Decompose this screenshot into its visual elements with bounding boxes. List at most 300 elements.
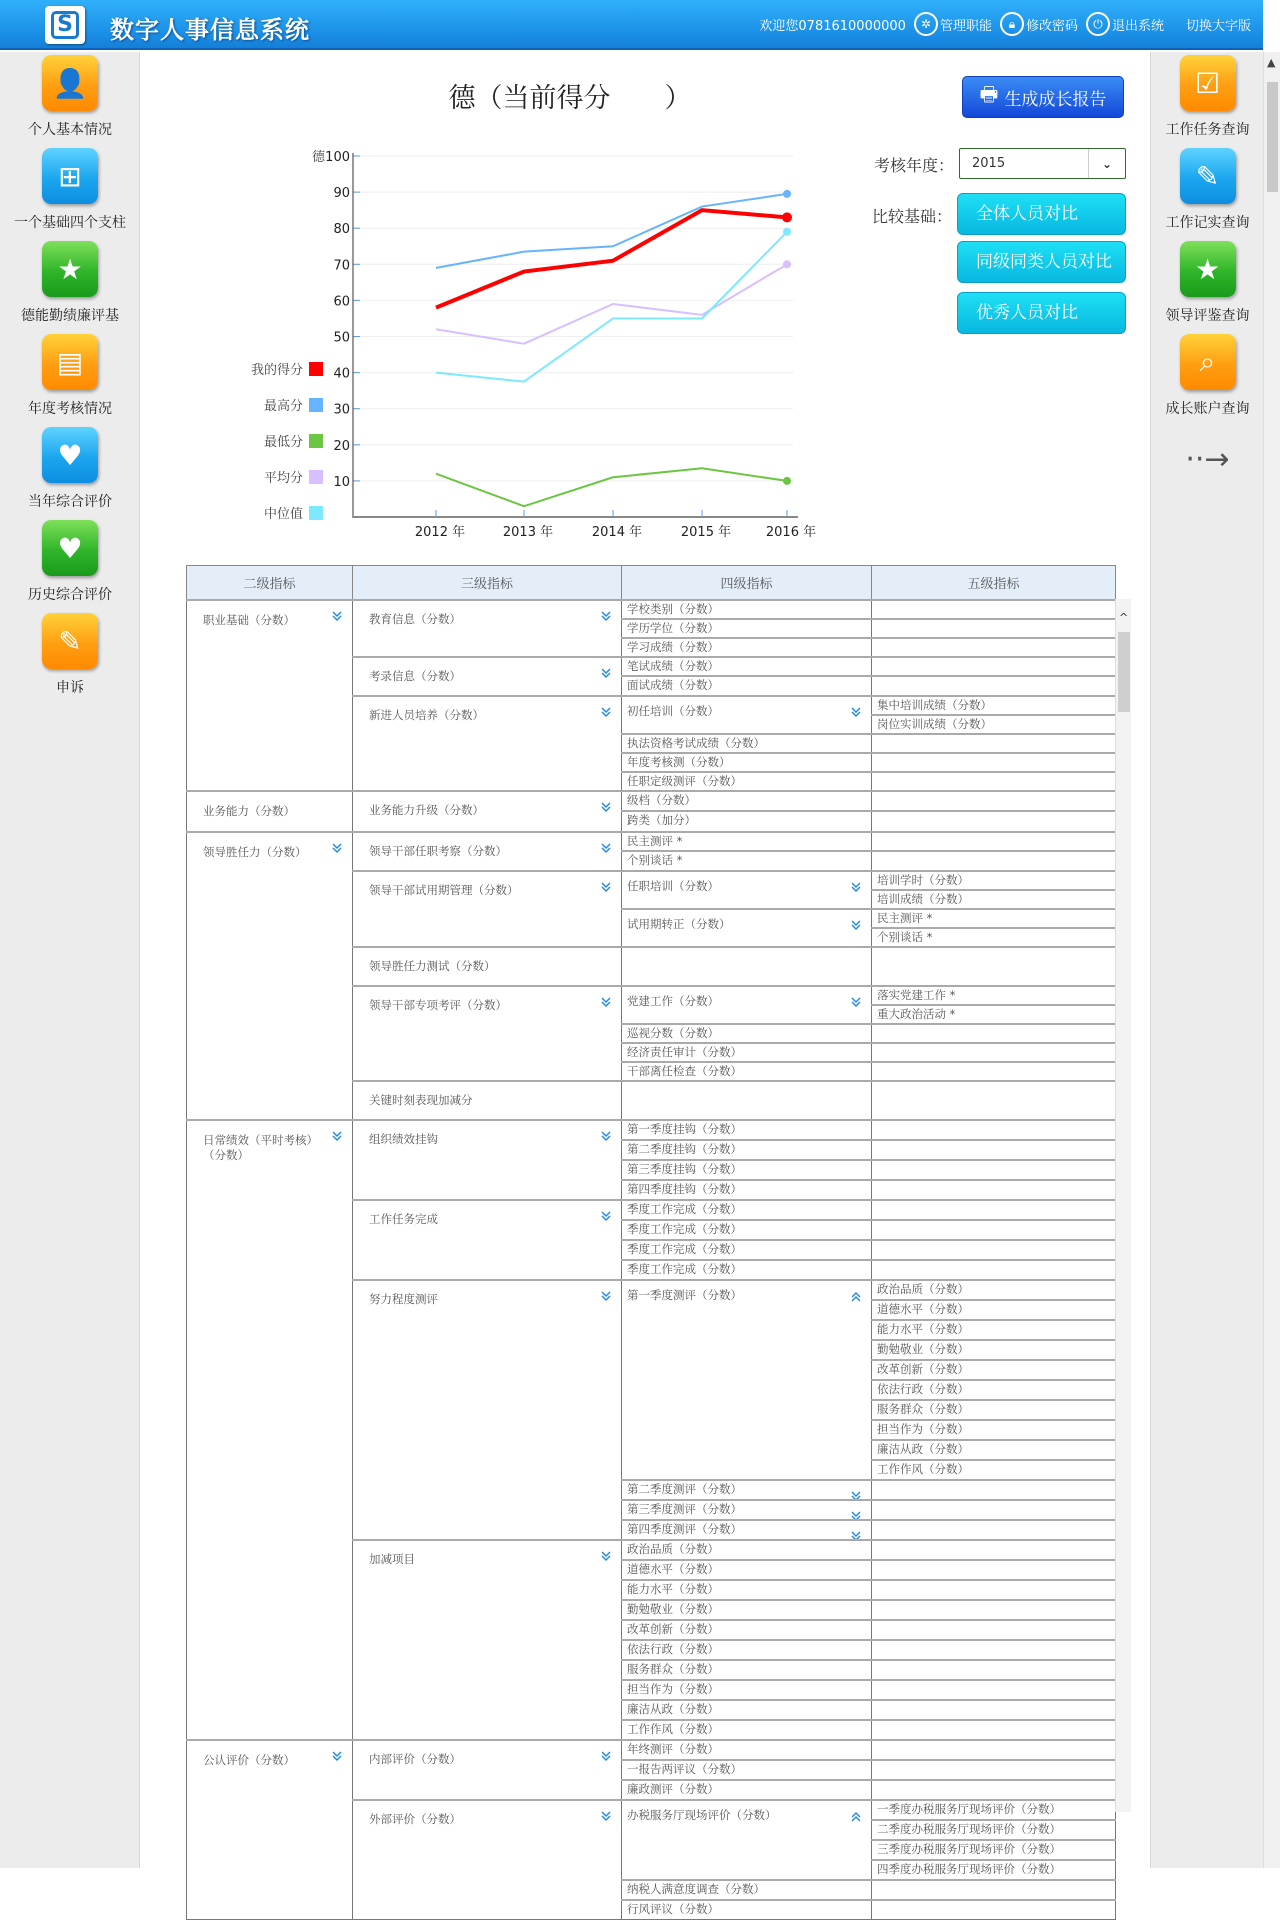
level4-cell[interactable] — [622, 696, 872, 734]
scroll-up-icon[interactable]: ▲ — [1267, 56, 1276, 69]
indicator-label: 试用期转正（分数） — [627, 916, 731, 931]
indicator-label: 政治品质（分数） — [877, 1281, 969, 1296]
double-chevron-down-icon[interactable] — [332, 843, 342, 854]
indicator-label: 民主测评 * — [627, 833, 683, 848]
double-chevron-down-icon[interactable] — [851, 707, 861, 718]
level4-cell — [622, 1700, 872, 1720]
indicator-label: 个别谈话 * — [627, 853, 683, 867]
table-scroll-thumb[interactable] — [1118, 632, 1130, 712]
nav-label: 一个基础四个支柱 — [14, 215, 126, 231]
indicator-label: 笔试成绩（分数） — [627, 658, 719, 673]
nav-icon: ☑ — [1180, 55, 1236, 111]
level4-cell — [622, 1062, 872, 1081]
table-row — [187, 832, 1116, 852]
double-chevron-down-icon[interactable] — [851, 1491, 861, 1500]
level5-cell — [872, 1440, 1116, 1460]
indicator-label: 初任培训（分数） — [627, 703, 719, 718]
scroll-up-icon[interactable]: ^ — [1119, 611, 1129, 624]
indicator-label: 改革创新（分数） — [877, 1361, 969, 1376]
empty-cell — [872, 657, 1116, 677]
compare-excellent-button[interactable]: 优秀人员对比 — [957, 292, 1126, 334]
nav-icon: ⊞ — [42, 148, 98, 204]
table-row — [187, 600, 1116, 619]
indicator-label: 培训学时（分数） — [877, 872, 969, 887]
double-chevron-down-icon[interactable] — [601, 1131, 611, 1142]
level4-cell — [622, 1760, 872, 1780]
level5-cell — [872, 1800, 1116, 1820]
level4-cell — [622, 1640, 872, 1660]
double-chevron-down-icon[interactable] — [601, 997, 611, 1008]
nav-icon: 👤 — [42, 55, 98, 111]
double-chevron-down-icon[interactable] — [601, 1211, 611, 1222]
manage-functions-link[interactable] — [914, 12, 992, 36]
indicator-label: 民主测评 * — [877, 910, 933, 925]
chevron-down-icon[interactable]: ⌄ — [1088, 149, 1125, 178]
level2-cell — [187, 791, 353, 832]
level4-cell — [622, 1120, 872, 1140]
double-chevron-down-icon[interactable] — [601, 1751, 611, 1762]
nav-icon: ✎ — [1180, 148, 1236, 204]
indicator-label: 业务能力升级（分数） — [369, 802, 484, 817]
table-scrollbar[interactable] — [1115, 599, 1131, 1812]
legend-swatch — [309, 470, 323, 484]
level4-cell[interactable] — [622, 871, 872, 909]
indicator-label: 学习成绩（分数） — [627, 639, 719, 654]
double-chevron-down-icon[interactable] — [332, 611, 342, 622]
indicator-label: 巡视分数（分数） — [627, 1025, 719, 1040]
welcome-text: 欢迎您0781610000000 — [759, 18, 906, 34]
level4-cell[interactable] — [622, 909, 872, 947]
y-tick-label: 10 — [333, 474, 350, 490]
logout-label: 退出系统 — [1111, 18, 1164, 34]
indicator-label: 执法资格考试成绩（分数） — [627, 735, 765, 750]
nav-item-4[interactable] — [0, 334, 140, 418]
indicator-label: 业务能力（分数） — [203, 803, 295, 818]
indicator-label: 领导干部任职考察（分数） — [369, 843, 507, 858]
level4-cell[interactable] — [622, 1520, 872, 1540]
app-title: 数字人事信息系统 — [110, 16, 310, 44]
y-tick-label: 20 — [333, 438, 350, 454]
empty-cell — [872, 791, 1116, 812]
indicator-label: 第四季度测评（分数） — [627, 1521, 742, 1536]
double-chevron-down-icon[interactable] — [601, 882, 611, 893]
indicator-label: 年度考核测（分数） — [627, 754, 731, 769]
empty-cell — [872, 1024, 1116, 1043]
nav-item-2[interactable] — [1151, 148, 1264, 232]
level5-cell — [872, 1280, 1116, 1300]
indicator-label: 行风评议（分数） — [627, 1901, 719, 1916]
legend-label: 平均分 — [263, 471, 303, 486]
nav-item-3[interactable] — [1151, 241, 1264, 325]
indicator-label: 办税服务厅现场评价（分数） — [627, 1807, 777, 1822]
level3-cell[interactable] — [353, 1540, 622, 1740]
column-header: 四级指标 — [622, 566, 872, 600]
y-tick-label: 100 — [325, 150, 350, 165]
level4-cell — [622, 1620, 872, 1640]
nav-icon: ▤ — [42, 334, 98, 390]
empty-cell — [872, 1180, 1116, 1200]
empty-cell — [872, 1740, 1116, 1760]
empty-cell — [872, 1700, 1116, 1720]
left-sidebar — [0, 52, 140, 1868]
indicator-label: 季度工作完成（分数） — [627, 1201, 742, 1216]
series-end-point — [783, 228, 791, 236]
level4-cell — [622, 1680, 872, 1700]
empty-cell — [872, 734, 1116, 753]
level4-cell[interactable] — [622, 1280, 872, 1480]
indicator-label: 关键时刻表现加减分 — [369, 1092, 473, 1107]
indicator-label: 廉洁从政（分数） — [627, 1701, 719, 1716]
level4-cell — [622, 772, 872, 791]
indicator-label: 工作作风（分数） — [627, 1721, 719, 1736]
compare-label: 比较基础： — [872, 207, 953, 226]
level3-cell[interactable] — [353, 696, 622, 791]
indicator-label: 领导胜任力（分数） — [203, 844, 307, 859]
empty-cell — [872, 1120, 1116, 1140]
level3-cell[interactable] — [353, 600, 622, 657]
nav-item-3[interactable] — [0, 241, 140, 325]
indicator-label: 任职定级测评（分数） — [627, 773, 742, 788]
nav-icon: ★ — [1180, 241, 1236, 297]
level5-cell — [872, 696, 1116, 715]
app-logo — [45, 6, 85, 44]
indicator-label: 依法行政（分数） — [627, 1641, 719, 1656]
nav-label: 领导评鉴查询 — [1165, 308, 1250, 324]
x-tick-label: 2012 年 — [414, 525, 466, 540]
x-tick-label: 2016 年 — [765, 525, 817, 540]
generate-report-button[interactable] — [962, 76, 1124, 118]
table-row — [187, 1120, 1116, 1140]
lock-icon: 🔒︎ — [1000, 12, 1024, 36]
empty-cell — [872, 1780, 1116, 1800]
double-chevron-down-icon[interactable] — [601, 707, 611, 718]
nav-item-5[interactable] — [0, 427, 140, 511]
indicator-label: 勤勉敬业（分数） — [627, 1601, 719, 1616]
generate-report-label: 生成成长报告 — [1004, 89, 1107, 110]
series-end-point — [783, 260, 791, 268]
indicator-label: 政治品质（分数） — [627, 1541, 719, 1556]
level4-cell[interactable] — [622, 1480, 872, 1500]
nav-item-4[interactable] — [1151, 334, 1264, 418]
nav-icon: ⌕ — [1180, 334, 1236, 390]
level3-cell[interactable] — [353, 1200, 622, 1280]
level4-cell — [622, 619, 872, 638]
level4-cell — [622, 832, 872, 852]
y-tick-label: 60 — [333, 294, 350, 310]
table-row — [187, 1740, 1116, 1760]
logo-letter: S — [51, 11, 79, 39]
compare-peer-button[interactable]: 同级同类人员对比 — [957, 241, 1126, 283]
level4-cell — [622, 1024, 872, 1043]
nav-item-2[interactable] — [0, 148, 140, 232]
double-chevron-down-icon[interactable] — [601, 611, 611, 622]
nav-item-1[interactable] — [0, 55, 140, 139]
double-chevron-down-icon[interactable] — [601, 668, 611, 679]
empty-cell — [872, 947, 1116, 986]
level3-cell[interactable] — [353, 1740, 622, 1800]
series-line-2 — [436, 194, 787, 268]
indicator-label: 教育信息（分数） — [369, 611, 461, 626]
level4-cell — [622, 600, 872, 619]
nav-label: 当年综合评价 — [28, 494, 112, 510]
nav-label: 工作记实查询 — [1165, 215, 1250, 231]
page-scrollbar[interactable] — [1263, 52, 1280, 1868]
indicator-label: 经济责任审计（分数） — [627, 1044, 742, 1059]
indicator-label: 工作作风（分数） — [877, 1461, 969, 1476]
indicator-label: 任职培训（分数） — [627, 878, 719, 893]
nav-item-1[interactable] — [1151, 55, 1264, 139]
scroll-thumb[interactable] — [1267, 82, 1278, 192]
double-chevron-down-icon[interactable] — [601, 1291, 611, 1302]
double-chevron-down-icon[interactable] — [851, 920, 861, 931]
level3-cell[interactable] — [353, 986, 622, 1081]
gear-icon: ✲ — [914, 12, 938, 36]
indicator-label: 担当作为（分数） — [627, 1681, 719, 1696]
double-chevron-up-icon[interactable] — [851, 1291, 861, 1302]
series-line-3 — [436, 468, 787, 506]
indicator-label: 第三季度挂钩（分数） — [627, 1161, 742, 1176]
series-end-point — [783, 190, 791, 198]
indicator-label: 季度工作完成（分数） — [627, 1261, 742, 1276]
indicator-label: 勤勉敬业（分数） — [877, 1341, 969, 1356]
indicator-label: 内部评价（分数） — [369, 1751, 461, 1766]
indicator-label: 领导干部试用期管理（分数） — [369, 882, 519, 897]
empty-cell — [872, 1140, 1116, 1160]
empty-cell — [872, 1520, 1116, 1540]
empty-cell — [872, 1200, 1116, 1220]
level4-cell — [622, 1140, 872, 1160]
empty-cell — [872, 1220, 1116, 1240]
level4-cell — [622, 657, 872, 677]
level5-cell — [872, 715, 1116, 734]
printer-icon: 🖶 — [979, 82, 999, 106]
indicator-label: 第一季度测评（分数） — [627, 1287, 742, 1302]
empty-cell — [872, 753, 1116, 772]
empty-cell — [622, 947, 872, 986]
indicator-label: 加减项目 — [369, 1551, 415, 1566]
nav-icon: ♥ — [42, 520, 98, 576]
column-header: 三级指标 — [353, 566, 622, 600]
nav-icon: ♥ — [42, 427, 98, 483]
nav-label: 历史综合评价 — [28, 587, 112, 603]
indicator-label: 面试成绩（分数） — [627, 678, 719, 692]
level4-cell — [622, 1220, 872, 1240]
indicator-label: 服务群众（分数） — [627, 1661, 719, 1676]
indicator-label: 外部评价（分数） — [369, 1811, 461, 1826]
double-chevron-down-icon[interactable] — [851, 1531, 861, 1540]
indicator-label: 廉政测评（分数） — [627, 1781, 719, 1796]
level2-cell[interactable] — [187, 1740, 353, 1920]
nav-item-7[interactable] — [0, 613, 140, 697]
power-icon: ⏻ — [1086, 12, 1110, 36]
empty-cell — [872, 600, 1116, 619]
indicator-label: 纳税人满意度调查（分数） — [627, 1881, 765, 1896]
empty-cell — [872, 1500, 1116, 1520]
empty-cell — [872, 619, 1116, 638]
empty-cell — [872, 1480, 1116, 1500]
score-line-chart — [240, 140, 840, 540]
app-header — [0, 0, 1263, 50]
double-chevron-down-icon[interactable] — [601, 802, 611, 813]
large-font-link[interactable]: 切换大字版 — [1185, 18, 1251, 34]
level5-cell — [872, 1340, 1116, 1360]
empty-cell — [872, 1081, 1116, 1120]
empty-cell — [872, 832, 1116, 852]
level3-cell[interactable] — [353, 657, 622, 696]
column-header: 二级指标 — [187, 566, 353, 600]
indicator-label: 新进人员培养（分数） — [369, 707, 484, 722]
y-axis-label: 德 — [312, 150, 326, 165]
empty-cell — [872, 772, 1116, 791]
indicator-label: 学历学位（分数） — [627, 620, 719, 635]
level3-cell[interactable] — [353, 1280, 622, 1540]
level4-cell — [622, 1180, 872, 1200]
level5-cell — [872, 928, 1116, 947]
indicator-label: 重大政治活动 * — [877, 1006, 956, 1021]
legend-label: 我的得分 — [250, 363, 303, 378]
indicator-label: 公认评价（分数） — [203, 1752, 295, 1767]
level3-cell[interactable] — [353, 871, 622, 947]
double-chevron-down-icon[interactable] — [332, 1751, 342, 1762]
nav-label: 成长账户查询 — [1165, 401, 1250, 417]
double-chevron-down-icon[interactable] — [601, 843, 611, 854]
level4-cell — [622, 676, 872, 696]
level4-cell — [622, 1260, 872, 1280]
level4-cell — [622, 811, 872, 832]
level4-cell[interactable] — [622, 986, 872, 1024]
level5-cell — [872, 1320, 1116, 1340]
series-end-point — [782, 212, 792, 222]
level4-cell — [622, 1560, 872, 1580]
indicator-label: 季度工作完成（分数） — [627, 1241, 742, 1256]
indicator-label: 第二季度测评（分数） — [627, 1481, 742, 1496]
more-arrow-icon[interactable]: ··→ — [1185, 442, 1230, 477]
empty-cell — [872, 1160, 1116, 1180]
change-password-link[interactable] — [1000, 12, 1078, 36]
double-chevron-down-icon[interactable] — [601, 1551, 611, 1562]
empty-cell — [872, 638, 1116, 657]
level4-cell — [622, 1740, 872, 1760]
level5-cell — [872, 1380, 1116, 1400]
change-password-label: 修改密码 — [1025, 18, 1078, 34]
indicator-label: 三季度办税服务厅现场评价（分数） — [877, 1841, 1061, 1856]
empty-cell — [872, 1260, 1116, 1280]
level2-cell[interactable] — [187, 600, 353, 791]
y-tick-label: 40 — [333, 366, 350, 382]
manage-functions-label: 管理职能 — [939, 18, 992, 34]
indicator-label: 培训成绩（分数） — [877, 891, 969, 906]
level2-cell[interactable] — [187, 1120, 353, 1740]
indicator-label: 第三季度测评（分数） — [627, 1501, 742, 1516]
level3-cell[interactable] — [353, 832, 622, 871]
level5-cell — [872, 1460, 1116, 1480]
level2-cell[interactable] — [187, 832, 353, 1120]
level4-cell[interactable] — [622, 1500, 872, 1520]
level4-cell — [622, 791, 872, 812]
page-title: 德（当前得分 ） — [448, 83, 692, 114]
double-chevron-down-icon[interactable] — [851, 997, 861, 1008]
column-header: 五级指标 — [872, 566, 1116, 600]
level3-cell[interactable] — [353, 1120, 622, 1200]
level4-cell — [622, 734, 872, 753]
indicator-label: 服务群众（分数） — [877, 1401, 969, 1416]
table-row — [187, 791, 1116, 812]
empty-cell — [872, 1720, 1116, 1740]
level4-cell — [622, 1160, 872, 1180]
indicator-label: 四季度办税服务厅现场评价（分数） — [877, 1861, 1061, 1876]
compare-all-button[interactable]: 全体人员对比 — [957, 193, 1126, 235]
indicator-label: 能力水平（分数） — [627, 1581, 719, 1596]
y-tick-label: 70 — [333, 258, 350, 274]
level4-cell — [622, 638, 872, 657]
empty-cell — [872, 1580, 1116, 1600]
indicator-label: 级档（分数） — [627, 792, 696, 807]
double-chevron-down-icon[interactable] — [851, 882, 861, 893]
legend-swatch — [309, 362, 323, 376]
empty-cell — [872, 1760, 1116, 1780]
indicator-label: 一报告两评议（分数） — [627, 1761, 742, 1776]
logout-link[interactable] — [1086, 12, 1164, 36]
empty-cell — [872, 1880, 1116, 1900]
empty-cell — [872, 851, 1116, 871]
indicator-label: 廉洁从政（分数） — [877, 1441, 969, 1456]
empty-cell — [872, 1062, 1116, 1081]
empty-cell — [872, 1560, 1116, 1580]
level3-cell[interactable] — [353, 1800, 622, 1920]
nav-label: 申诉 — [56, 680, 84, 696]
indicator-table — [186, 565, 1116, 1920]
level4-cell — [622, 1720, 872, 1740]
level5-cell — [872, 909, 1116, 928]
series-end-point — [783, 477, 791, 485]
level4-cell — [622, 1900, 872, 1920]
indicator-label: 领导干部专项考评（分数） — [369, 997, 507, 1012]
indicator-label: 努力程度测评 — [369, 1291, 438, 1306]
indicator-label: 学校类别（分数） — [627, 601, 719, 616]
empty-cell — [872, 1540, 1116, 1560]
level4-cell — [622, 1660, 872, 1680]
level3-cell[interactable] — [353, 791, 622, 832]
level4-cell — [622, 1880, 872, 1900]
indicator-label: 道德水平（分数） — [877, 1301, 969, 1316]
legend-swatch — [309, 434, 323, 448]
empty-cell — [872, 1240, 1116, 1260]
level5-cell — [872, 871, 1116, 890]
indicator-label: 岗位实训成绩（分数） — [877, 716, 992, 731]
indicator-label: 组织绩效挂钩 — [369, 1131, 438, 1146]
level5-cell — [872, 1860, 1116, 1880]
indicator-label: 能力水平（分数） — [877, 1321, 969, 1336]
double-chevron-down-icon[interactable] — [851, 1511, 861, 1520]
level5-cell — [872, 1300, 1116, 1320]
double-chevron-down-icon[interactable] — [601, 1811, 611, 1822]
indicator-label: 年终测评（分数） — [627, 1741, 719, 1756]
nav-item-6[interactable] — [0, 520, 140, 604]
year-value: 2015 — [972, 156, 1006, 171]
double-chevron-down-icon[interactable] — [332, 1131, 342, 1142]
level5-cell — [872, 1400, 1116, 1420]
level4-cell — [622, 753, 872, 772]
nav-label: 个人基本情况 — [28, 122, 112, 138]
indicator-label: 落实党建工作 * — [877, 987, 956, 1002]
indicator-label: 党建工作（分数） — [627, 993, 719, 1008]
indicator-label: 担当作为（分数） — [877, 1421, 969, 1436]
double-chevron-up-icon[interactable] — [851, 1811, 861, 1822]
year-select[interactable] — [959, 148, 1126, 179]
level5-cell — [872, 1005, 1116, 1024]
series-line-4 — [436, 264, 787, 343]
nav-icon: ✎ — [42, 613, 98, 669]
